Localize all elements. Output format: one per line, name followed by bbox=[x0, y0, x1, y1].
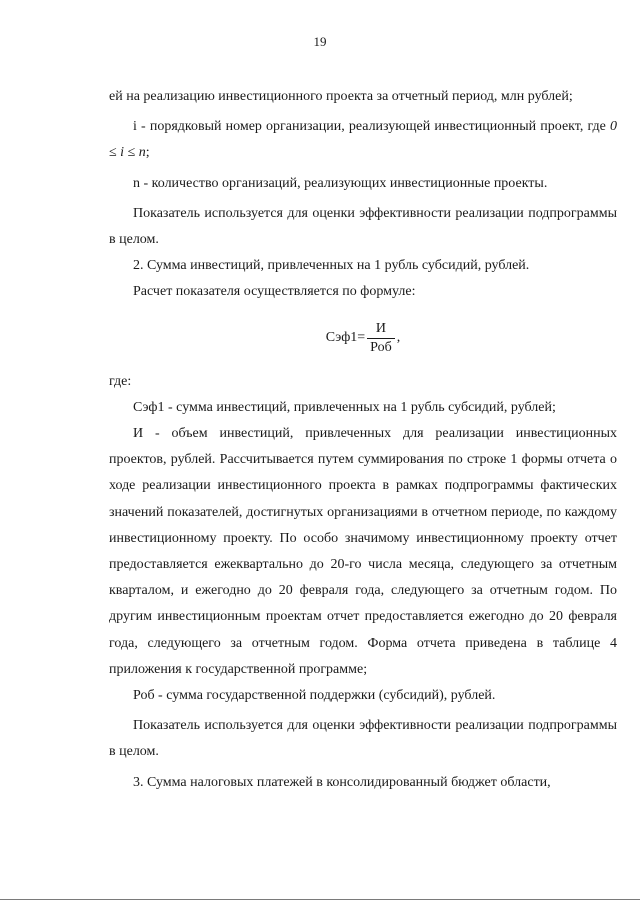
paragraph-section-2-heading: 2. Сумма инвестиций, привлеченных на 1 рубль субсидий, рублей. bbox=[133, 258, 530, 274]
formula-denominator: Роб bbox=[370, 339, 392, 355]
index-range-formula: 0 ≤ i ≤ n bbox=[109, 119, 617, 161]
document-body bbox=[109, 84, 617, 796]
paragraph-rob-definition: Роб - сумма государственной поддержки (субсидий), рублей. bbox=[133, 688, 496, 704]
paragraph-continuation: ей на реализацию инвестиционного проекта за отчетный период, млн рублей; bbox=[109, 89, 573, 104]
paragraph-indicator-usage-2: Показатель используется для оценки эффективности реализации подпрограммы в целом. bbox=[109, 718, 617, 760]
formula-numerator: И bbox=[367, 322, 395, 339]
paragraph-section-3-heading: 3. Сумма налоговых платежей в консолидированный бюджет области, bbox=[133, 774, 551, 790]
paragraph-investment-definition: И - объем инвестиций, привлеченных для реализации инвестиционных проектов, рублей. Рассчитывается путем суммирования по строке 1 формы отчета о ходе реализации инвестиционного проекта в рамках подпрограммы фактических значений показателей, достигнутых организациями в отчетном периоде, по каждому инвестиционному проекту. По особо значимому инвестиционному проекту отчет предоставляется ежеквартально до 20-го числа месяца, следующего за отчетным кварталом, и ежегодно до 20 февраля года, следующего за отчетным годом. По другим инвестиционным проектам отчет предоставляется ежегодно до 20 февраля года, следующего за отчетным годом. Форма отчета приведена в таблице 4 приложения к государственной программе; bbox=[109, 426, 617, 677]
paragraph-index-definition bbox=[109, 114, 617, 166]
formula-block bbox=[109, 322, 617, 355]
paragraph-indicator-usage-1: Показатель используется для оценки эффективности реализации подпрограммы в целом. bbox=[109, 205, 617, 248]
paragraph-count-definition: n - количество организаций, реализующих инвестиционные проекты. bbox=[133, 175, 548, 191]
formula-tail: , bbox=[396, 330, 401, 346]
index-definition-end: ; bbox=[145, 145, 150, 161]
page-bottom-rule bbox=[0, 899, 640, 900]
formula-fraction bbox=[367, 322, 395, 355]
paragraph-where: где: bbox=[109, 373, 132, 389]
paragraph-seff-definition: Сэф1 - сумма инвестиций, привлеченных на 1 рубль субсидий, рублей; bbox=[133, 399, 556, 415]
page-number: 19 bbox=[313, 34, 327, 49]
paragraph-formula-intro: Расчет показателя осуществляется по формуле: bbox=[133, 284, 416, 300]
index-definition-text: i - порядковый номер организации, реализующей инвестиционный проект, где bbox=[133, 119, 606, 135]
formula-lhs: Сэф1= bbox=[325, 330, 366, 346]
